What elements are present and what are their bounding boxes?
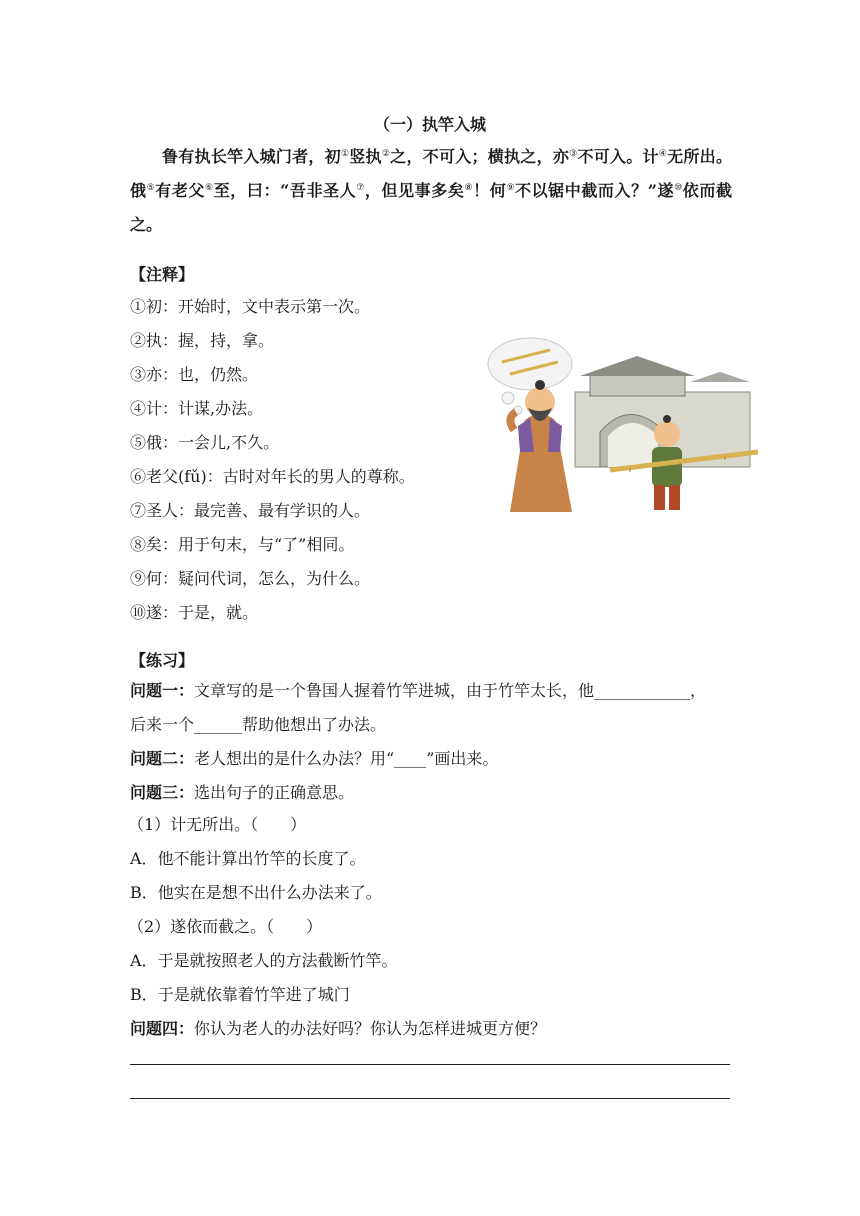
note-item: ④计：计谋,办法。 [130, 399, 264, 418]
note-item: ②执：握，持，拿。 [130, 331, 275, 350]
question-1-continued: 后来一个______帮助他想出了办法。 [130, 715, 387, 734]
option-b: B．他实在是想不出什么办法来了。 [130, 883, 382, 902]
question-2: 问题二：老人想出的是什么办法？用“____”画出来。 [130, 749, 499, 768]
question-3: 问题三：选出句子的正确意思。 [130, 783, 355, 802]
story-illustration [480, 322, 758, 516]
note-item: ⑧矣：用于句末，与“了”相同。 [130, 535, 355, 554]
note-item: ①初：开始时，文中表示第一次。 [130, 297, 371, 316]
option-a: A．他不能计算出竹竿的长度了。 [130, 849, 366, 868]
question-3-sub2: （2）遂依而截之。（ ） [128, 917, 323, 936]
note-item: ⑨何：疑问代词，怎么，为什么。 [130, 569, 371, 588]
question-1: 问题一：文章写的是一个鲁国人握着竹竿进城，由于竹竿太长，他____________， [130, 681, 707, 700]
note-item: ⑤俄：一会儿,不久。 [130, 433, 280, 452]
notes-heading: 【注释】 [130, 265, 195, 284]
note-item: ⑦圣人：最完善、最有学识的人。 [130, 501, 371, 520]
question-4: 问题四：你认为老人的办法好吗？你认为怎样进城更方便？ [130, 1019, 547, 1038]
note-item: ⑩遂：于是，就。 [130, 603, 259, 622]
answer-line[interactable] [130, 1064, 730, 1065]
note-item: ⑥老父(fǔ)：古时对年长的男人的尊称。 [130, 467, 415, 486]
note-item: ③亦：也，仍然。 [130, 365, 259, 384]
question-3-sub1: （1）计无所出。（ ） [128, 815, 307, 834]
classical-passage: 鲁有执长竿入城门者，初①竖执②之，不可入；横执之，亦③不可入。计④无所出。俄⑤有老父⑥至，曰：“吾非圣人⑦，但见事多矣⑧！何⑨不以锯中截而入？”遂⑩依而截之。 [130, 147, 732, 234]
passage-title: （一）执竿入城 [373, 115, 486, 134]
exercise-heading: 【练习】 [130, 651, 195, 670]
answer-line[interactable] [130, 1098, 730, 1099]
option-b: B．于是就依靠着竹竿进了城门 [130, 985, 350, 1004]
option-a: A．于是就按照老人的方法截断竹竿。 [130, 951, 398, 970]
